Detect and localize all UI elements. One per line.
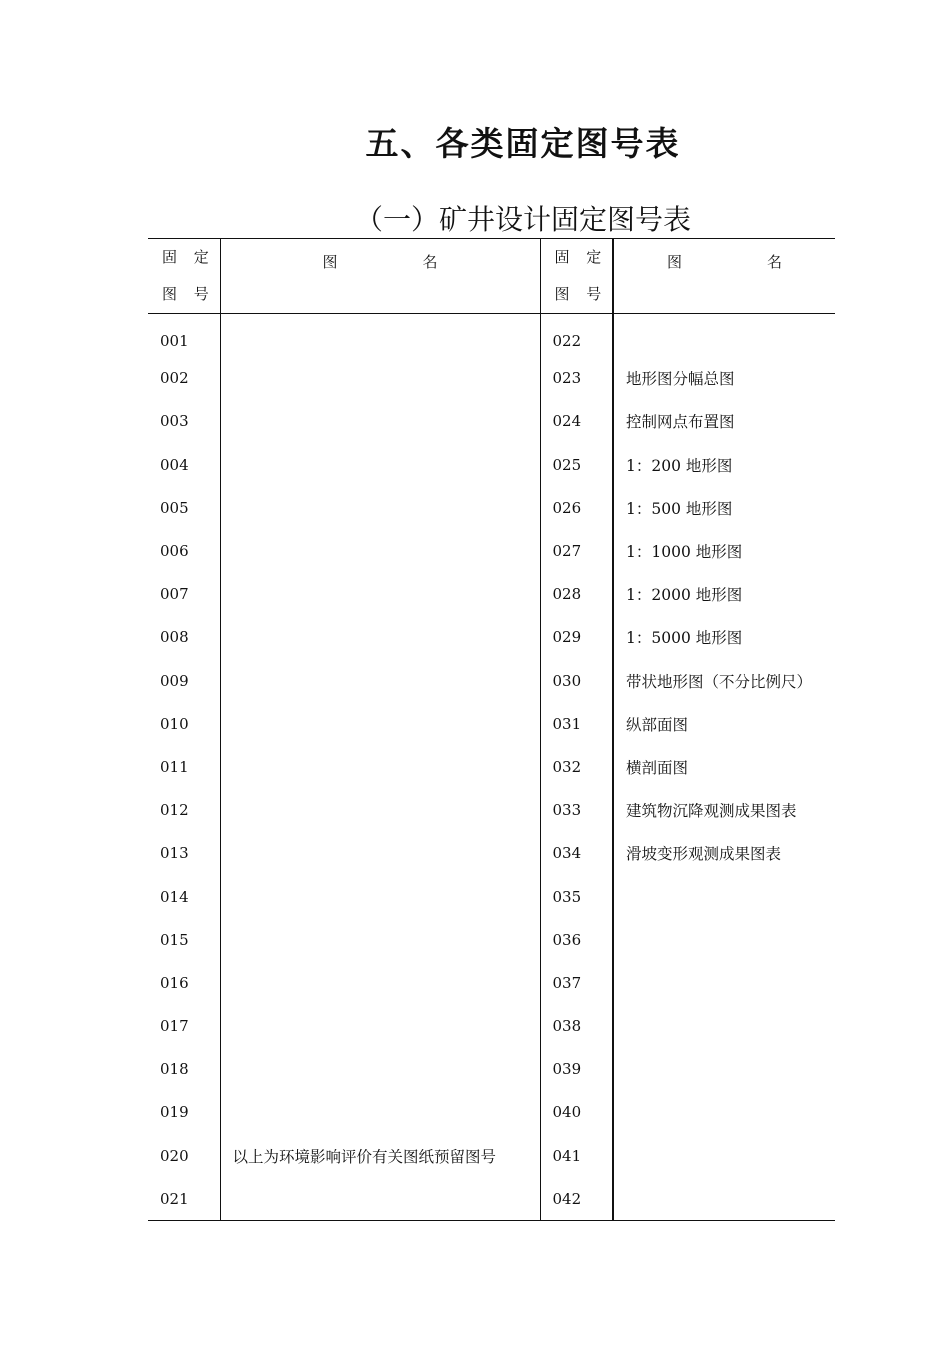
table-row — [148, 918, 835, 961]
right-name-cell: 建筑物沉降观测成果图表 — [613, 789, 835, 832]
right-name-cell — [613, 875, 835, 918]
table-row — [148, 486, 835, 529]
right-code-cell: 040 — [540, 1091, 613, 1134]
table-body — [148, 314, 835, 1221]
left-name-cell — [220, 1177, 540, 1220]
right-code-cell: 022 — [540, 314, 613, 357]
table-row — [148, 1091, 835, 1134]
left-name-cell — [220, 1091, 540, 1134]
left-code-cell: 007 — [160, 585, 189, 604]
right-name-cell — [613, 314, 835, 357]
left-name-cell — [220, 400, 540, 443]
right-code-cell: 029 — [540, 616, 613, 659]
table-row — [148, 1177, 835, 1220]
left-code-cell: 015 — [160, 930, 189, 949]
right-name-cell: 1：200 地形图 — [613, 443, 835, 486]
left-code-cell: 008 — [160, 628, 189, 647]
right-code-cell: 034 — [540, 832, 613, 875]
left-name-cell — [220, 486, 540, 529]
table-row — [148, 443, 835, 486]
right-name-cell: 1：5000 地形图 — [613, 616, 835, 659]
right-code-cell: 042 — [540, 1177, 613, 1220]
right-code-cell: 039 — [540, 1048, 613, 1091]
right-name-cell — [613, 1134, 835, 1177]
left-name-cell — [220, 832, 540, 875]
right-code-cell: 038 — [540, 1005, 613, 1048]
left-name-cell — [220, 314, 540, 357]
left-code-cell: 018 — [160, 1060, 189, 1079]
left-name-cell: 以上为环境影响评价有关图纸预留图号 — [220, 1134, 540, 1177]
left-code-cell: 004 — [160, 455, 189, 474]
header-code-line1: 固 定 — [162, 248, 215, 266]
left-name-cell — [220, 529, 540, 572]
table-row — [148, 529, 835, 572]
left-name-cell — [220, 875, 540, 918]
right-name-cell — [613, 1177, 835, 1220]
left-name-cell — [220, 745, 540, 788]
left-code-cell: 016 — [160, 973, 189, 992]
right-name-cell: 滑坡变形观测成果图表 — [613, 832, 835, 875]
left-name-cell — [220, 918, 540, 961]
page-title: 五、各类固定图号表 — [365, 124, 681, 163]
right-name-cell: 地形图分幅总图 — [613, 357, 835, 400]
right-name-cell — [613, 961, 835, 1004]
right-code-cell: 025 — [540, 443, 613, 486]
table-row — [148, 314, 835, 357]
right-code-cell: 030 — [540, 659, 613, 702]
header-name-char-a: 图 — [666, 253, 682, 271]
left-name-cell — [220, 573, 540, 616]
header-name-left — [220, 239, 540, 314]
table-row — [148, 659, 835, 702]
left-code-cell: 001 — [160, 332, 189, 351]
table-row — [148, 832, 835, 875]
left-code-cell: 019 — [160, 1103, 189, 1122]
right-code-cell: 027 — [540, 529, 613, 572]
right-name-cell: 横剖面图 — [613, 745, 835, 788]
table-row — [148, 1048, 835, 1091]
right-code-cell: 036 — [540, 918, 613, 961]
left-name-cell — [220, 443, 540, 486]
header-code-line2: 图 号 — [162, 285, 215, 303]
header-name-char-b: 名 — [422, 253, 438, 271]
right-code-cell: 041 — [540, 1134, 613, 1177]
header-name-right — [613, 239, 835, 314]
left-code-cell: 011 — [160, 757, 189, 776]
left-name-cell — [220, 357, 540, 400]
right-code-cell: 028 — [540, 573, 613, 616]
left-code-cell: 010 — [160, 714, 189, 733]
left-code-cell: 003 — [160, 412, 189, 431]
left-code-cell: 014 — [160, 887, 189, 906]
right-code-cell: 023 — [540, 357, 613, 400]
left-code-cell: 020 — [160, 1146, 189, 1165]
table-row — [148, 400, 835, 443]
left-name-cell — [220, 1048, 540, 1091]
left-name-cell — [220, 616, 540, 659]
table-row — [148, 875, 835, 918]
table-subtitle: （一）矿井设计固定图号表 — [354, 203, 691, 236]
right-name-cell — [613, 1048, 835, 1091]
right-name-cell: 带状地形图（不分比例尺） — [613, 659, 835, 702]
table-row — [148, 702, 835, 745]
right-name-cell: 纵部面图 — [613, 702, 835, 745]
left-name-cell — [220, 702, 540, 745]
header-name-char-b: 名 — [766, 253, 782, 271]
left-code-cell: 021 — [148, 1177, 220, 1220]
fixed-drawing-number-table — [148, 238, 835, 1221]
table-row — [148, 961, 835, 1004]
right-code-cell: 032 — [540, 745, 613, 788]
right-code-cell: 031 — [540, 702, 613, 745]
right-code-cell: 035 — [540, 875, 613, 918]
table-row — [148, 616, 835, 659]
left-name-cell — [220, 961, 540, 1004]
left-code-cell: 017 — [160, 1017, 189, 1036]
right-code-cell: 026 — [540, 486, 613, 529]
right-name-cell — [613, 1091, 835, 1134]
table-row — [148, 1005, 835, 1048]
left-code-cell: 013 — [160, 844, 189, 863]
table-row — [148, 1134, 835, 1177]
left-code-cell: 006 — [160, 542, 189, 561]
right-code-cell: 024 — [540, 400, 613, 443]
table-row — [148, 745, 835, 788]
left-name-cell — [220, 1005, 540, 1048]
left-code-cell: 002 — [160, 369, 189, 388]
header-code-right — [540, 239, 613, 314]
table-row — [148, 789, 835, 832]
right-code-cell: 033 — [540, 789, 613, 832]
right-name-cell: 控制网点布置图 — [613, 400, 835, 443]
left-name-cell — [220, 789, 540, 832]
left-code-cell: 009 — [160, 671, 189, 690]
right-code-cell: 037 — [540, 961, 613, 1004]
header-code-line1: 固 定 — [554, 248, 608, 266]
header-code-left — [148, 239, 220, 314]
right-name-cell: 1：1000 地形图 — [613, 529, 835, 572]
right-name-cell: 1：2000 地形图 — [613, 573, 835, 616]
header-code-line2: 图 号 — [554, 285, 608, 303]
table-row — [148, 573, 835, 616]
right-name-cell: 1：500 地形图 — [613, 486, 835, 529]
left-code-cell: 005 — [160, 498, 189, 517]
header-name-char-a: 图 — [322, 253, 338, 271]
right-name-cell — [613, 1005, 835, 1048]
left-code-cell: 012 — [160, 801, 189, 820]
right-name-cell — [613, 918, 835, 961]
table-header-row — [148, 239, 835, 314]
left-name-cell — [220, 659, 540, 702]
table-row — [148, 357, 835, 400]
